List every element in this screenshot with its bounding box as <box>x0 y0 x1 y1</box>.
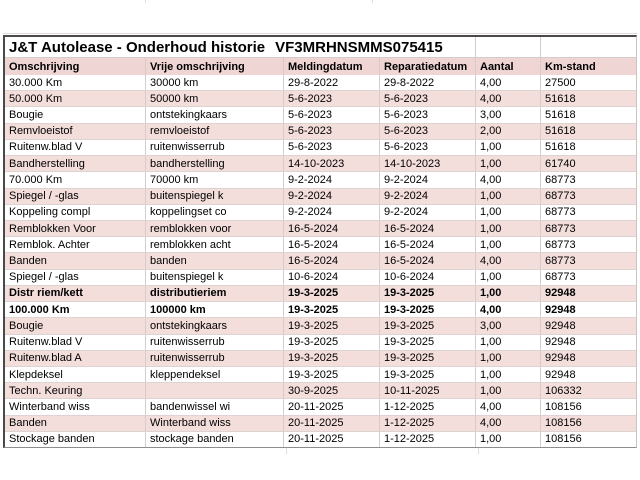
cell-aantal: 1,00 <box>476 205 541 220</box>
cell-meldingdatum: 20-11-2025 <box>284 432 380 447</box>
cell-omschrijving: Ruitenw.blad V <box>5 140 146 155</box>
table-row <box>5 107 636 123</box>
cell-reparatiedatum: 16-5-2024 <box>380 237 476 252</box>
cell-km-stand: 51618 <box>545 109 576 122</box>
cell-km-stand: 27500 <box>545 76 576 89</box>
column-header-meldingdatum: Meldingdatum <box>284 58 380 75</box>
cell-reparatiedatum: 29-8-2022 <box>380 75 476 90</box>
cell-km-stand: 106332 <box>545 384 582 397</box>
cell-vrije-omschrijving: buitenspiegel k <box>146 189 284 204</box>
cell-omschrijving: 30.000 Km <box>5 75 146 90</box>
column-header-vrije-omschrijving: Vrije omschrijving <box>146 58 284 75</box>
cell-km-stand: 51618 <box>545 125 576 138</box>
table-row <box>5 75 636 91</box>
cell-km-stand: 92948 <box>545 336 576 349</box>
cell-omschrijving: Distr riem/kett <box>5 286 146 301</box>
cell-aantal: 4,00 <box>476 253 541 268</box>
cell-meldingdatum: 20-11-2025 <box>284 399 380 414</box>
cell-km-stand: 61740 <box>545 157 576 170</box>
cell-reparatiedatum: 9-2-2024 <box>380 172 476 187</box>
cell-aantal: 1,00 <box>476 140 541 155</box>
cell-meldingdatum: 9-2-2024 <box>284 205 380 220</box>
table-row <box>5 383 636 399</box>
cell-vrije-omschrijving: 30000 km <box>146 75 284 90</box>
cell-vrije-omschrijving: 100000 km <box>146 302 284 317</box>
cell-aantal: 4,00 <box>476 302 541 317</box>
empty-cell <box>541 37 636 57</box>
table-row <box>5 416 636 432</box>
cell-km-stand: 68773 <box>545 222 576 235</box>
cell-reparatiedatum: 9-2-2024 <box>380 205 476 220</box>
cell-aantal: 3,00 <box>476 318 541 333</box>
cell-aantal: 4,00 <box>476 91 541 106</box>
cell-vrije-omschrijving <box>146 383 284 398</box>
cell-km-stand: 51618 <box>545 92 576 105</box>
cell-meldingdatum: 5-6-2023 <box>284 140 380 155</box>
cell-reparatiedatum: 19-3-2025 <box>380 335 476 350</box>
maintenance-history-table <box>3 35 637 448</box>
table-row <box>5 140 636 156</box>
cell-reparatiedatum: 19-3-2025 <box>380 367 476 382</box>
cell-km-stand: 92948 <box>545 287 576 300</box>
cell-aantal: 1,00 <box>476 367 541 382</box>
cell-km-stand: 92948 <box>545 368 576 381</box>
cell-meldingdatum: 9-2-2024 <box>284 189 380 204</box>
cell-meldingdatum: 9-2-2024 <box>284 172 380 187</box>
cell-km-stand: 92948 <box>545 319 576 332</box>
cell-reparatiedatum: 5-6-2023 <box>380 124 476 139</box>
cell-meldingdatum: 16-5-2024 <box>284 221 380 236</box>
cell-meldingdatum: 5-6-2023 <box>284 107 380 122</box>
table-row <box>5 335 636 351</box>
cell-reparatiedatum: 5-6-2023 <box>380 91 476 106</box>
table-row <box>5 237 636 253</box>
table-row <box>5 205 636 221</box>
cell-km-stand: 68773 <box>545 255 576 268</box>
cell-km-stand: 68773 <box>545 173 576 186</box>
cell-reparatiedatum: 19-3-2025 <box>380 302 476 317</box>
gridline-remnant-top <box>3 33 637 34</box>
cell-meldingdatum: 20-11-2025 <box>284 416 380 431</box>
table-row <box>5 91 636 107</box>
cell-omschrijving: Stockage banden <box>5 432 146 447</box>
cell-vrije-omschrijving: 50000 km <box>146 91 284 106</box>
cell-meldingdatum: 19-3-2025 <box>284 318 380 333</box>
cell-aantal: 1,00 <box>476 237 541 252</box>
cell-meldingdatum: 30-9-2025 <box>284 383 380 398</box>
cell-reparatiedatum: 5-6-2023 <box>380 107 476 122</box>
report-title-text: J&T Autolease - Onderhoud historie <box>9 38 266 56</box>
table-row <box>5 156 636 172</box>
cell-reparatiedatum: 9-2-2024 <box>380 189 476 204</box>
cell-reparatiedatum: 16-5-2024 <box>380 253 476 268</box>
table-row <box>5 302 636 318</box>
cell-km-stand: 92948 <box>545 303 576 316</box>
gridline-tick <box>145 0 146 3</box>
column-header-omschrijving: Omschrijving <box>5 58 146 75</box>
cell-omschrijving: Techn. Keuring <box>5 383 146 398</box>
cell-meldingdatum: 5-6-2023 <box>284 91 380 106</box>
cell-omschrijving: Ruitenw.blad A <box>5 351 146 366</box>
cell-vrije-omschrijving: remblokken voor <box>146 221 284 236</box>
cell-meldingdatum: 19-3-2025 <box>284 286 380 301</box>
cell-km-stand: 68773 <box>545 206 576 219</box>
cell-vrije-omschrijving: bandenwissel wi <box>146 399 284 414</box>
cell-meldingdatum: 19-3-2025 <box>284 351 380 366</box>
cell-vrije-omschrijving: ontstekingkaars <box>146 318 284 333</box>
cell-omschrijving: Bougie <box>5 318 146 333</box>
cell-omschrijving: Remvloeistof <box>5 124 146 139</box>
cell-km-stand: 108156 <box>545 417 582 430</box>
table-row <box>5 221 636 237</box>
cell-vrije-omschrijving: Winterband wiss <box>146 416 284 431</box>
cell-aantal: 1,00 <box>476 270 541 285</box>
cell-vrije-omschrijving: remblokken acht <box>146 237 284 252</box>
cell-vrije-omschrijving: banden <box>146 253 284 268</box>
column-header-aantal: Aantal <box>476 58 541 75</box>
cell-omschrijving: Klepdeksel <box>5 367 146 382</box>
cell-km-stand: 51618 <box>545 141 576 154</box>
cell-vrije-omschrijving: stockage banden <box>146 432 284 447</box>
cell-vrije-omschrijving: kleppendeksel <box>146 367 284 382</box>
cell-omschrijving: Remblokken Voor <box>5 221 146 236</box>
gridline-tick <box>372 0 373 3</box>
cell-reparatiedatum: 1-12-2025 <box>380 416 476 431</box>
cell-meldingdatum: 5-6-2023 <box>284 124 380 139</box>
cell-omschrijving: Banden <box>5 416 146 431</box>
cell-omschrijving: Spiegel / -glas <box>5 189 146 204</box>
cell-km-stand: 68773 <box>545 190 576 203</box>
title-row <box>5 37 636 58</box>
cell-omschrijving: Spiegel / -glas <box>5 270 146 285</box>
table-row <box>5 351 636 367</box>
table-row <box>5 172 636 188</box>
cell-vrije-omschrijving: ruitenwisserrub <box>146 351 284 366</box>
cell-vrije-omschrijving: ruitenwisserrub <box>146 140 284 155</box>
cell-reparatiedatum: 19-3-2025 <box>380 351 476 366</box>
cell-omschrijving: Ruitenw.blad V <box>5 335 146 350</box>
cell-vrije-omschrijving: ontstekingkaars <box>146 107 284 122</box>
cell-omschrijving: Remblok. Achter <box>5 237 146 252</box>
cell-vrije-omschrijving: buitenspiegel k <box>146 270 284 285</box>
cell-meldingdatum: 19-3-2025 <box>284 335 380 350</box>
cell-reparatiedatum: 16-5-2024 <box>380 221 476 236</box>
cell-aantal: 1,00 <box>476 189 541 204</box>
table-row <box>5 367 636 383</box>
cell-reparatiedatum: 14-10-2023 <box>380 156 476 171</box>
cell-reparatiedatum: 1-12-2025 <box>380 399 476 414</box>
table-row <box>5 124 636 140</box>
cell-omschrijving: Koppeling compl <box>5 205 146 220</box>
cell-omschrijving: Bandherstelling <box>5 156 146 171</box>
cell-meldingdatum: 29-8-2022 <box>284 75 380 90</box>
cell-km-stand: 92948 <box>545 352 576 365</box>
table-body <box>5 75 636 447</box>
cell-omschrijving: 50.000 Km <box>5 91 146 106</box>
cell-omschrijving: 100.000 Km <box>5 302 146 317</box>
cell-aantal: 1,00 <box>476 335 541 350</box>
cell-meldingdatum: 10-6-2024 <box>284 270 380 285</box>
cell-aantal: 1,00 <box>476 286 541 301</box>
cell-meldingdatum: 16-5-2024 <box>284 237 380 252</box>
cell-vrije-omschrijving: 70000 km <box>146 172 284 187</box>
cell-omschrijving: 70.000 Km <box>5 172 146 187</box>
cell-reparatiedatum: 1-12-2025 <box>380 432 476 447</box>
column-header-km-stand: Km-stand <box>545 60 596 73</box>
cell-vrije-omschrijving: distributieriem <box>146 286 284 301</box>
vehicle-vin: VF3MRHNSMMS075415 <box>275 38 443 56</box>
cell-reparatiedatum: 10-11-2025 <box>380 383 476 398</box>
column-header-row <box>5 58 636 75</box>
table-row <box>5 318 636 334</box>
cell-meldingdatum: 19-3-2025 <box>284 367 380 382</box>
cell-reparatiedatum: 10-6-2024 <box>380 270 476 285</box>
column-header-reparatiedatum: Reparatiedatum <box>380 58 476 75</box>
cell-km-stand: 108156 <box>545 433 582 446</box>
table-row <box>5 253 636 269</box>
cell-aantal: 4,00 <box>476 416 541 431</box>
cell-aantal: 1,00 <box>476 351 541 366</box>
cell-reparatiedatum: 19-3-2025 <box>380 318 476 333</box>
cell-aantal: 2,00 <box>476 124 541 139</box>
cell-aantal: 1,00 <box>476 432 541 447</box>
table-row <box>5 189 636 205</box>
cell-aantal: 4,00 <box>476 399 541 414</box>
cell-meldingdatum: 16-5-2024 <box>284 253 380 268</box>
cell-aantal: 4,00 <box>476 172 541 187</box>
cell-vrije-omschrijving: remvloeistof <box>146 124 284 139</box>
cell-omschrijving: Winterband wiss <box>5 399 146 414</box>
cell-omschrijving: Bougie <box>5 107 146 122</box>
cell-km-stand: 108156 <box>545 400 582 413</box>
cell-vrije-omschrijving: ruitenwisserrub <box>146 335 284 350</box>
table-row <box>5 432 636 447</box>
cell-omschrijving: Banden <box>5 253 146 268</box>
cell-vrije-omschrijving: koppelingset co <box>146 205 284 220</box>
table-row <box>5 270 636 286</box>
cell-km-stand: 68773 <box>545 271 576 284</box>
cell-aantal: 1,00 <box>476 156 541 171</box>
table-row <box>5 286 636 302</box>
cell-vrije-omschrijving: bandherstelling <box>146 156 284 171</box>
cell-meldingdatum: 14-10-2023 <box>284 156 380 171</box>
cell-aantal: 1,00 <box>476 221 541 236</box>
table-row <box>5 399 636 415</box>
cell-reparatiedatum: 19-3-2025 <box>380 286 476 301</box>
cell-km-stand: 68773 <box>545 238 576 251</box>
cell-meldingdatum: 19-3-2025 <box>284 302 380 317</box>
cell-reparatiedatum: 5-6-2023 <box>380 140 476 155</box>
empty-cell <box>476 37 541 57</box>
cell-aantal: 4,00 <box>476 75 541 90</box>
report-title <box>5 37 476 57</box>
cell-aantal: 1,00 <box>476 383 541 398</box>
cell-aantal: 3,00 <box>476 107 541 122</box>
